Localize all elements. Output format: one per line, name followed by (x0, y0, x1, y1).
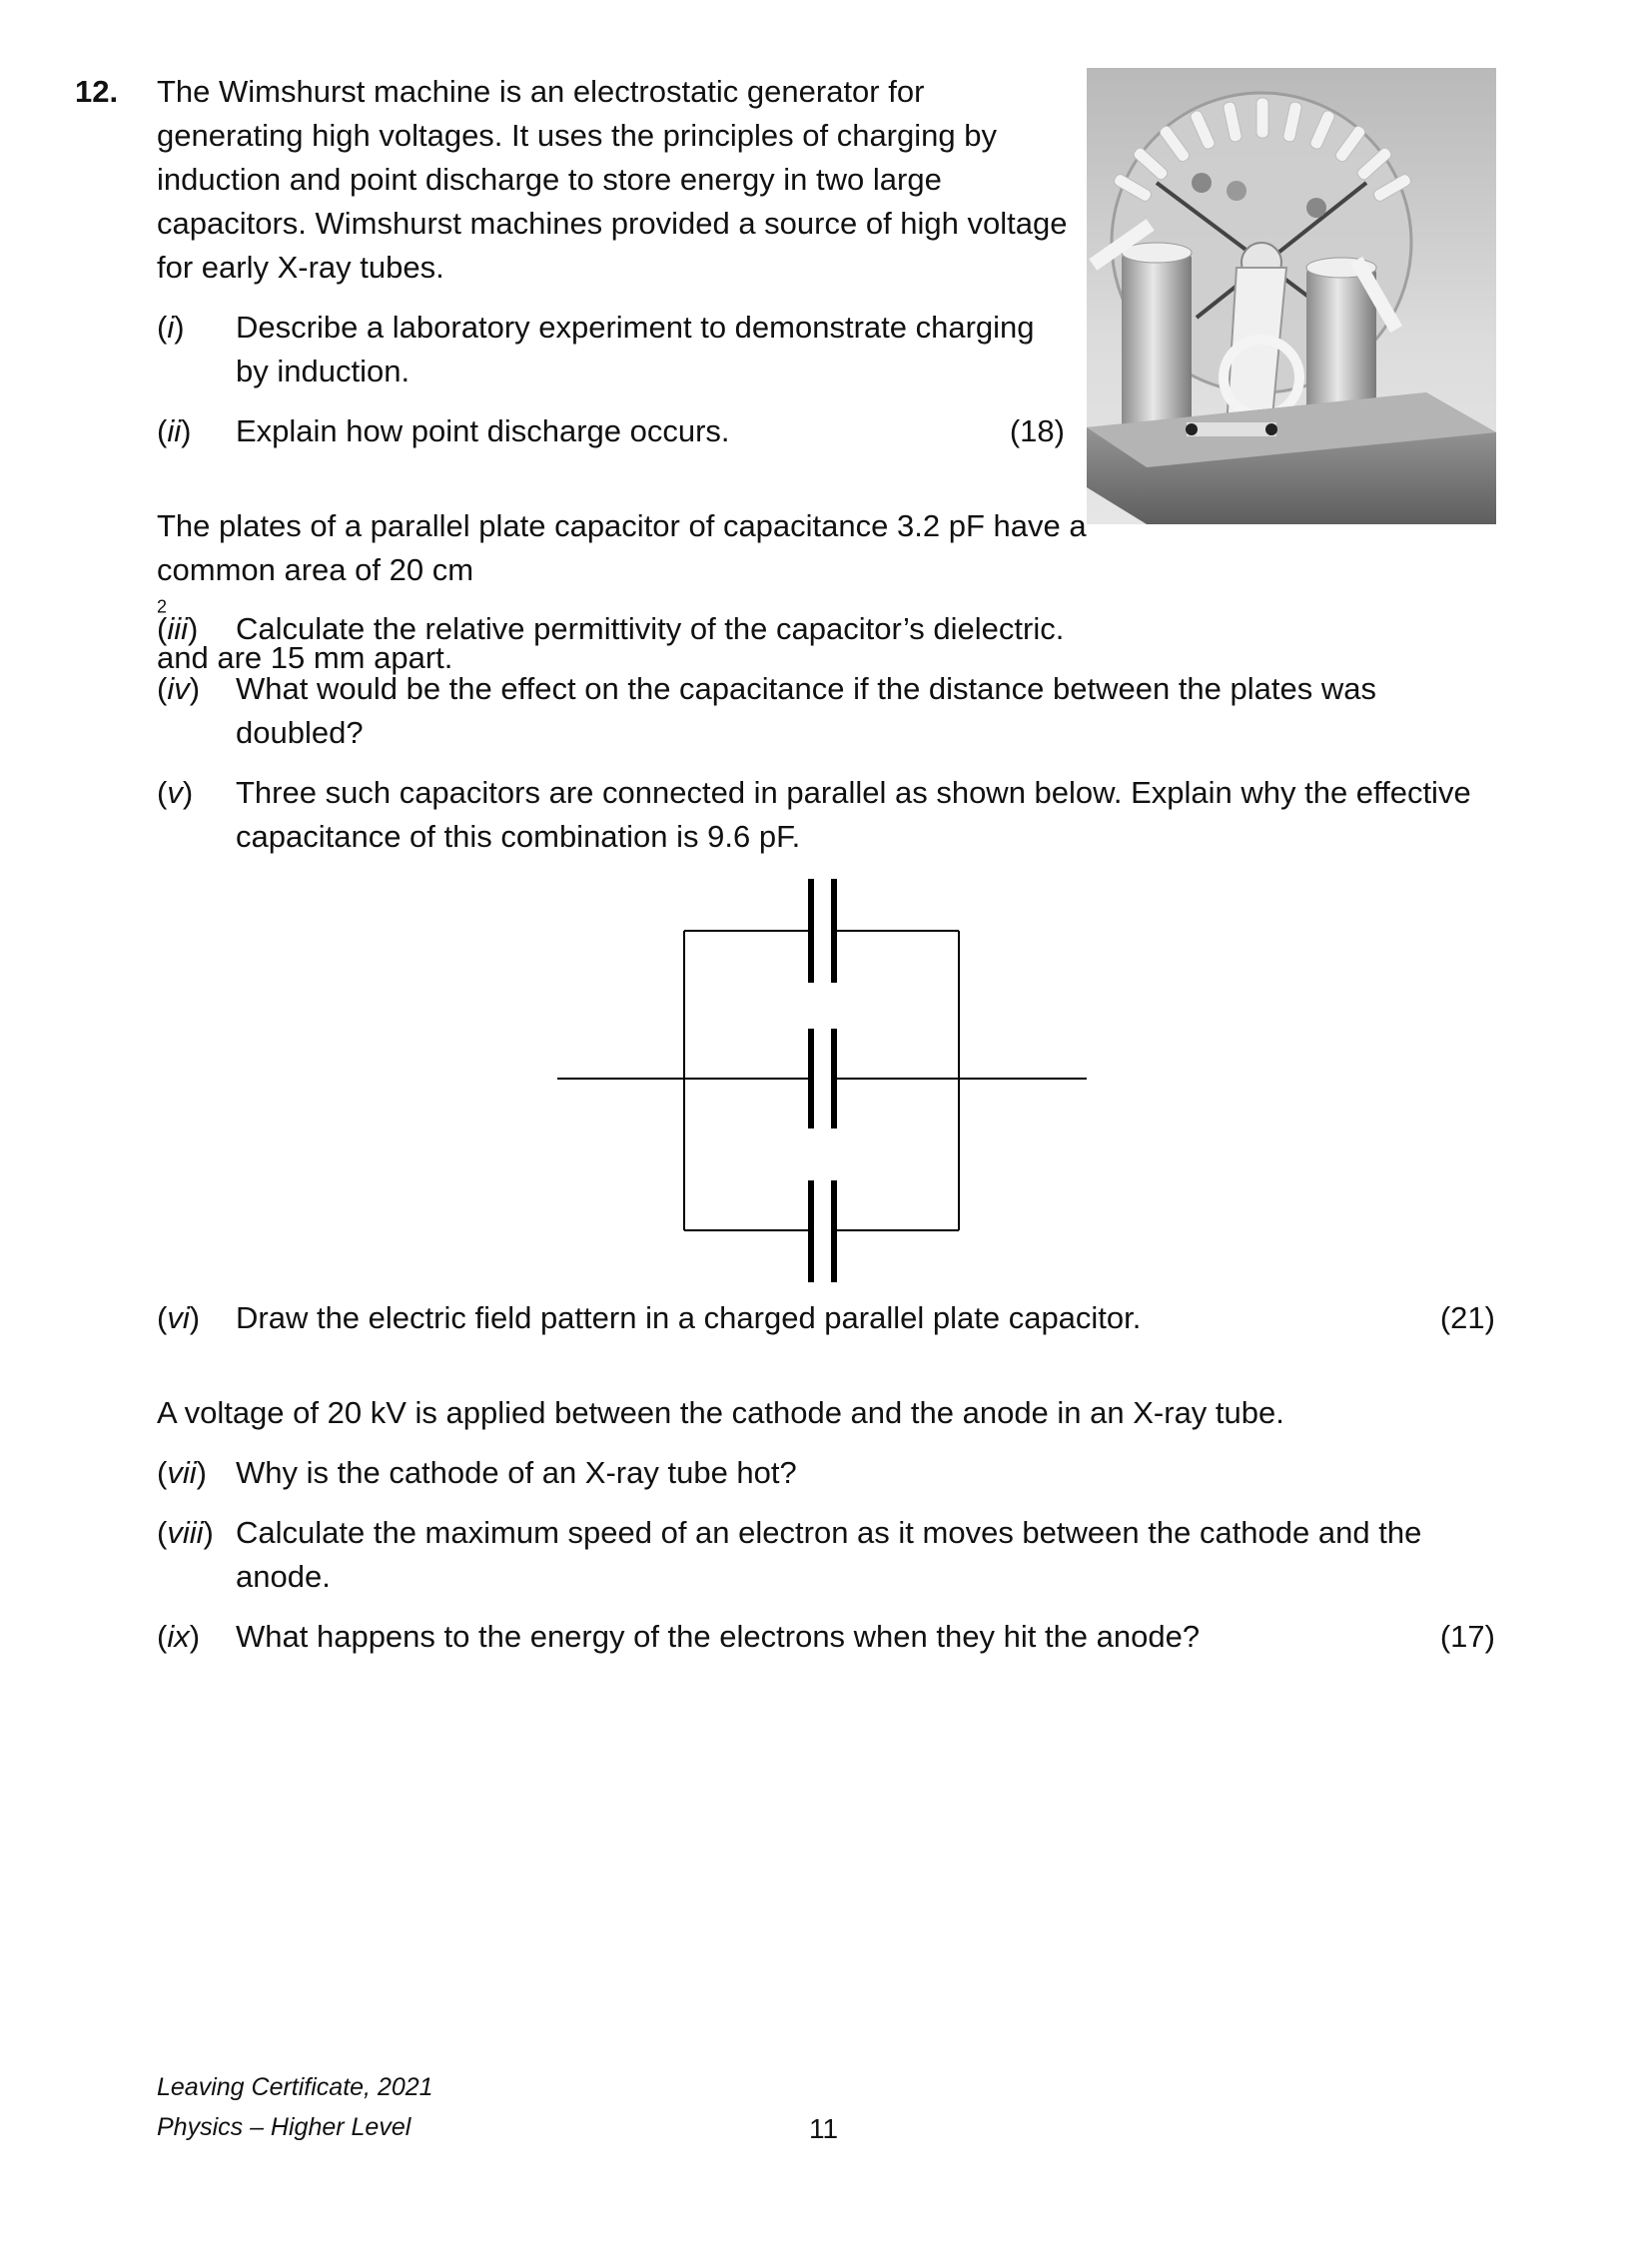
page-number: 11 (809, 2113, 839, 2144)
part-iii-text: Calculate the relative permittivity of the capacitor’s dielectric. (236, 611, 1065, 646)
part-ii-label: (ii) (157, 413, 192, 448)
part-v-label: (v) (157, 775, 194, 810)
wimshurst-machine-photo (1087, 68, 1496, 524)
part-v-text: Three such capacitors are connected in parallel as shown below. Explain why the effective capacitance of this combination is 9.6 pF. (236, 775, 1471, 854)
marks-21: (21) (1439, 1300, 1495, 1335)
part-i-label: (i) (157, 310, 185, 345)
intro-line: The Wimshurst machine is an electrostatic generator for (157, 74, 925, 109)
part-vii-text: Why is the cathode of an X-ray tube hot? (236, 1455, 797, 1490)
question-intro (157, 70, 1076, 290)
marks-17: (17) (1439, 1619, 1495, 1654)
part-iii-label: (iii) (157, 611, 199, 646)
footer-exam-name: Leaving Certificate, 2021 (157, 2073, 433, 2101)
part-iv-text: What would be the effect on the capacitance if the distance between the plates was doubled? (236, 671, 1376, 750)
intro-line: generating high voltages. It uses the principles of charging by (157, 118, 997, 153)
part-vii-label: (vii) (157, 1455, 207, 1490)
part-viii-label: (viii) (157, 1515, 214, 1550)
part-ix-label: (ix) (157, 1619, 201, 1654)
footer-subject: Physics – Higher Level (157, 2113, 412, 2141)
question-number: 12. (75, 74, 119, 109)
part-ix-text: What happens to the energy of the electrons when they hit the anode? (236, 1619, 1201, 1654)
marks-18: (18) (1009, 413, 1065, 448)
part-vi-text: Draw the electric field pattern in a charged parallel plate capacitor. (236, 1300, 1142, 1335)
part-iv-label: (iv) (157, 671, 201, 706)
parallel-capacitor-circuit (554, 871, 1094, 1302)
capacitor-intro: The plates of a parallel plate capacitor of capacitance 3.2 pF have a common area of 20 cm $^2$ and are 15 mm apart. (157, 508, 1087, 675)
xray-intro: A voltage of 20 kV is applied between the cathode and the anode in an X-ray tube. (157, 1395, 1284, 1430)
part-viii-text: Calculate the maximum speed of an electron as it moves between the cathode and the anode. (236, 1515, 1422, 1594)
intro-line: capacitors. Wimshurst machines provided a source of high voltage (157, 206, 1068, 241)
intro-line: induction and point discharge to store energy in two large (157, 162, 942, 197)
intro-line: for early X-ray tubes. (157, 250, 444, 285)
part-vi-label: (vi) (157, 1300, 201, 1335)
part-ii-text: Explain how point discharge occurs. (236, 413, 730, 448)
part-i-text: Describe a laboratory experiment to demonstrate charging by induction. (236, 310, 1035, 388)
